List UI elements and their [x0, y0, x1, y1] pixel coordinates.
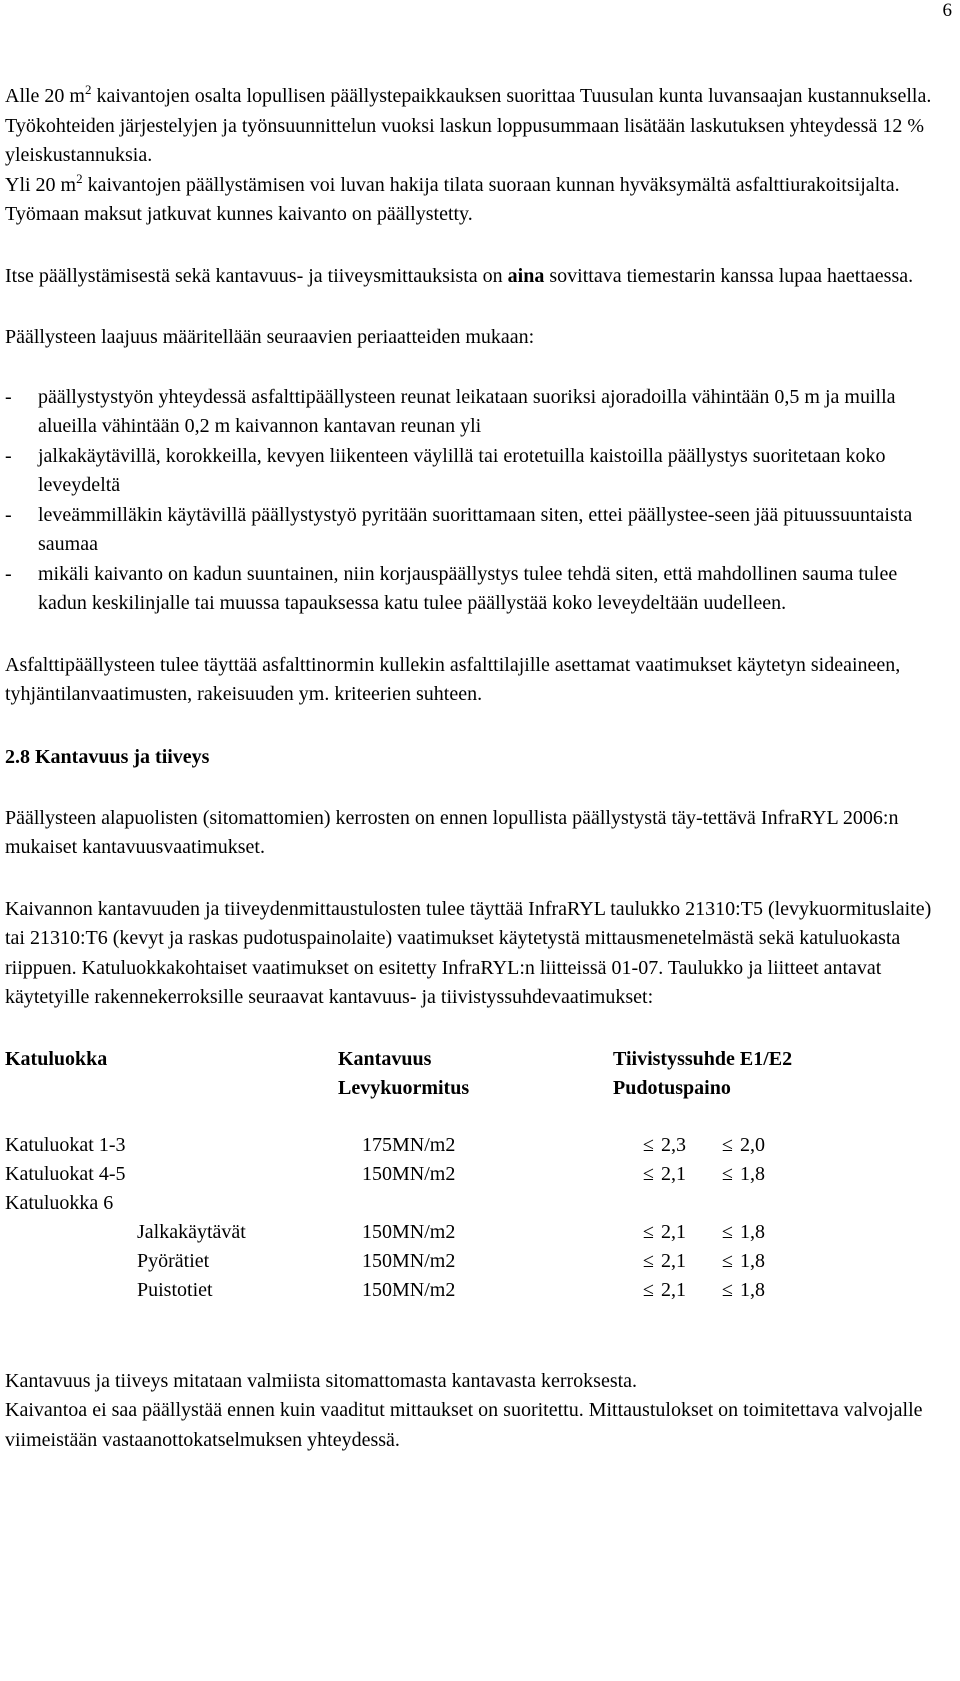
list-item-text: jalkakäytävillä, korokkeilla, kevyen liikenteen väylillä tai erotetuilla kaistoilla päällystys suoritetaan koko leveydeltä — [38, 444, 886, 496]
text-segment: kaivantojen osalta lopullisen päällystepaikkauksen suorittaa Tuusulan kunta luvansaajan kustannuksella. Työkohteiden järjestelyjen ja työnsuunnittelun vuoksi laskun loppusummaan lisätään laskutuksen yhteydessä 12 % yleiskustannuksia. — [5, 85, 932, 166]
table-header-levykuormitus: Levykuormitus — [338, 1076, 470, 1099]
list-item — [5, 383, 950, 442]
requirements-table — [5, 1045, 950, 1315]
ratio-value: 2,3 — [661, 1133, 686, 1156]
table-cell-bearing: 150MN/m2 — [362, 1278, 456, 1301]
table-cell-ratio1 — [643, 1131, 686, 1160]
less-equal-icon: ≤ — [722, 1162, 733, 1185]
section-number: 2.8 — [5, 745, 30, 768]
table-header-pudotuspaino: Pudotuspaino — [613, 1076, 731, 1099]
dash-bullet: - — [5, 562, 12, 585]
table-header-kantavuus: Kantavuus — [338, 1047, 432, 1070]
table-cell-bearing: 150MN/m2 — [362, 1162, 456, 1185]
less-equal-icon: ≤ — [643, 1249, 654, 1272]
ratio-value: 1,8 — [740, 1278, 765, 1301]
paragraph-measurement-timing: Kaivantoa ei saa päällystää ennen kuin vaaditut mittaukset on suoritettu. Mittaustulokset on toimitettava valvojalle viimeistään vastaanottokatselmuksen yhteydessä. — [5, 1399, 923, 1451]
table-header-katuluokka: Katuluokka — [5, 1047, 108, 1070]
dash-bullet: - — [5, 503, 12, 526]
list-item-text: leveämmilläkin käytävillä päällystystyö pyritään suorittamaan siten, ettei päällystee-seen jää pituussuuntaista saumaa — [38, 503, 913, 555]
section-heading — [5, 742, 950, 772]
table-cell-ratio2 — [722, 1276, 765, 1305]
dash-bullet: - — [5, 385, 12, 408]
table-cell-class: Jalkakäytävät — [137, 1220, 246, 1243]
emphasis-text: aina — [507, 264, 545, 287]
less-equal-icon: ≤ — [643, 1133, 654, 1156]
extent-list — [5, 383, 950, 619]
paragraph-base-requirements: Päällysteen alapuolisten (sitomattomien) kerrosten on ennen lopullista päällystystä täy-tettävä InfraRYL 2006:n mukaiset kantavuusvaatimukset. — [5, 806, 899, 858]
table-cell-class: Katuluokka 6 — [5, 1191, 114, 1214]
ratio-value: 2,1 — [661, 1249, 686, 1272]
paragraph-results-requirements: Kaivannon kantavuuden ja tiiveydenmittaustulosten tulee täyttää InfraRYL taulukko 21310:T5 (levykuormituslaite) tai 21310:T6 (kevyt ja raskas pudotuspainolaite) vaatimukset käytetystä mittausmenetelmästä sekä katuluokasta riippuen. Katuluokkakohtaiset vaatimukset on esitetty InfraRYL:n liitteissä 01-07. Taulukko ja liitteet antavat käytetyille rakennekerroksille seuraavat kantavuus- ja tiivistyssuhdevaatimukset: — [5, 897, 932, 1008]
ratio-value: 1,8 — [740, 1249, 765, 1272]
less-equal-icon: ≤ — [643, 1162, 654, 1185]
table-cell-ratio1 — [643, 1247, 686, 1276]
ratio-value: 2,0 — [740, 1133, 765, 1156]
less-equal-icon: ≤ — [722, 1220, 733, 1243]
table-cell-bearing: 150MN/m2 — [362, 1220, 456, 1243]
ratio-value: 2,1 — [661, 1278, 686, 1301]
text-segment: Yli 20 m — [5, 173, 77, 196]
section-title: Kantavuus ja tiiveys — [35, 745, 210, 768]
table-cell-bearing: 175MN/m2 — [362, 1133, 456, 1156]
document-body — [5, 82, 950, 1455]
paragraph-measurement-note — [5, 262, 950, 292]
table-cell-bearing: 150MN/m2 — [362, 1249, 456, 1272]
list-item — [5, 442, 950, 501]
table-cell-ratio2 — [722, 1160, 765, 1189]
ratio-value: 2,1 — [661, 1220, 686, 1243]
paragraph-measurement-location: Kantavuus ja tiiveys mitataan valmiista sitomattomasta kantavasta kerroksesta. — [5, 1369, 638, 1392]
table-cell-class: Katuluokat 1-3 — [5, 1133, 126, 1156]
list-item-text: päällystystyön yhteydessä asfalttipäällysteen reunat leikataan suoriksi ajoradoilla vähintään 0,5 m ja muilla alueilla vähintään 0,2 m kaivannon kantavan reunan yli — [38, 385, 896, 437]
table-cell-ratio1 — [643, 1160, 686, 1189]
less-equal-icon: ≤ — [722, 1133, 733, 1156]
table-cell-ratio2 — [722, 1218, 765, 1247]
less-equal-icon: ≤ — [722, 1249, 733, 1272]
page-number: 6 — [942, 0, 952, 21]
paragraph-extent-intro: Päällysteen laajuus määritellään seuraavien periaatteiden mukaan: — [5, 326, 535, 348]
table-cell-ratio2 — [722, 1131, 765, 1160]
list-item — [5, 560, 950, 619]
paragraph-small-excavations — [5, 82, 950, 171]
less-equal-icon: ≤ — [722, 1278, 733, 1301]
table-cell-ratio1 — [643, 1276, 686, 1305]
paragraph-asphalt-requirements: Asfalttipäällysteen tulee täyttää asfalttinormin kullekin asfalttilajille asettamat vaatimukset käytetyn sideaineen, tyhjäntilanvaatimusten, rakeisuuden ym. kriteerien suhteen. — [5, 653, 901, 705]
list-item-text: mikäli kaivanto on kadun suuntainen, niin korjauspäällystys tulee tehdä siten, että mahdollinen sauma tulee kadun keskilinjalle tai muussa tapauksessa katu tulee päällystää koko leveydeltään uudelleen. — [38, 562, 898, 614]
dash-bullet: - — [5, 444, 12, 467]
ratio-value: 1,8 — [740, 1162, 765, 1185]
less-equal-icon: ≤ — [643, 1278, 654, 1301]
text-segment: Alle 20 m — [5, 85, 85, 107]
less-equal-icon: ≤ — [643, 1220, 654, 1243]
text-segment: Itse päällystämisestä sekä kantavuus- ja tiiveysmittauksista on — [5, 264, 508, 287]
table-cell-class: Katuluokat 4-5 — [5, 1162, 126, 1185]
ratio-value: 1,8 — [740, 1220, 765, 1243]
text-segment: sovittava tiemestarin kanssa lupaa haettaessa. — [544, 264, 914, 287]
text-segment: kaivantojen päällystämisen voi luvan hakija tilata suoraan kunnan hyväksymältä asfalttiurakoitsijalta. Työmaan maksut jatkuvat kunnes kaivanto on päällystetty. — [5, 173, 900, 225]
superscript: 2 — [76, 170, 83, 186]
table-cell-class: Puistotiet — [137, 1278, 213, 1301]
ratio-value: 2,1 — [661, 1162, 686, 1185]
table-cell-class: Pyörätiet — [137, 1249, 210, 1272]
table-cell-ratio1 — [643, 1218, 686, 1247]
list-item — [5, 501, 950, 560]
table-header-tiivistyssuhde: Tiivistyssuhde E1/E2 — [613, 1047, 793, 1070]
table-cell-ratio2 — [722, 1247, 765, 1276]
paragraph-large-excavations — [5, 171, 950, 230]
superscript: 2 — [85, 82, 92, 97]
